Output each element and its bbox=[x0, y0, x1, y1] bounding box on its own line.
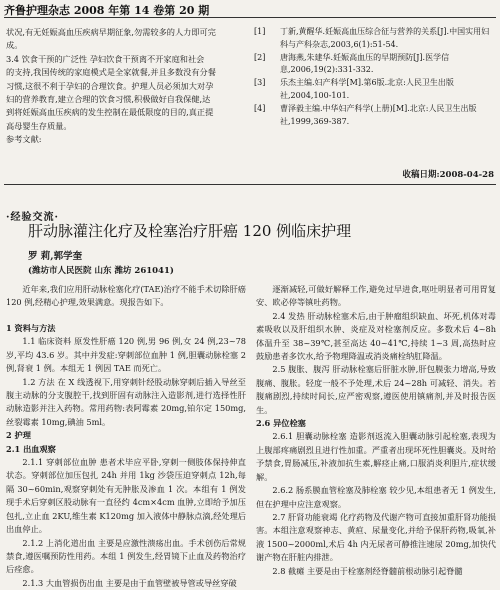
paragraph: 2.8 截瘫 主要是由于栓塞剂经脊髓前根动脉引起脊髓 bbox=[272, 565, 463, 576]
text-line: 状况,有无妊娠高血压疾病早期征象,勿需较多的人力即可完 bbox=[6, 27, 216, 37]
body-left-column bbox=[6, 322, 246, 590]
reference-number: [3] bbox=[254, 78, 266, 88]
reference-item bbox=[254, 103, 494, 129]
reference-item bbox=[254, 77, 494, 103]
subsection-heading: 2.6 异位栓塞 bbox=[256, 418, 306, 429]
text-line: 妇的营养教育,建立合理的饮食习惯,积极做好自我保健,达 bbox=[6, 94, 211, 105]
paragraph: 2.1.1 穿刺部位血肿 患者术毕应平卧,穿刺一侧肢体保持伸直状态。穿刺部位加压包扎 24h 并用 1kg 沙袋压迫穿刺点 12h,每隔 30~60min,观察穿刺处有无肿胀及渗血 1 次。本组有 1 例发现手术后穿刺区股动脉有一直径约 4cm×4cm 血肿,立即给予加压包扎,立止血 2KU,维生素 K120mg 加入液体中静脉点滴,经处理后出血停止。 bbox=[6, 457, 246, 535]
reference-item bbox=[254, 52, 494, 78]
paragraph: 2.1.3 大血管损伤出血 主要是由于血管壁被导管或导丝穿破 bbox=[22, 577, 237, 588]
reference-item bbox=[254, 26, 494, 52]
received-date: 收稿日期:2008-04-28 bbox=[402, 170, 494, 180]
paragraph: 2.4 发热 肝动脉栓塞术后,由于肿瘤组织缺血、坏死,机体对毒素吸收以及肝组织水肿、炎症及对栓塞剂反应。多数术后 4~8h 体温升至 38~39℃,甚至高达 40~41℃,持续 1~3 周,高热时应鼓励患者多饮水,给予物理降温或消炎痛栓纳肛降温。 bbox=[256, 310, 496, 362]
paragraph: 逐渐减轻,可做好解释工作,避免过早进食,呕吐明显者可用胃复安、欧必停等镇吐药物。 bbox=[256, 284, 496, 308]
reference-text: 乐杰主编.妇产科学[M].第6版.北京:人民卫生出版社,2004,100-101. bbox=[280, 78, 454, 100]
section-heading: 2 护理 bbox=[6, 430, 31, 441]
paragraph: 2.6.1 胆囊动脉栓塞 造影剂返流入胆囊动脉引起栓塞,表现为上腹部疼痛剧烈且进行性加重。严重者出现坏死性胆囊炎。及时给予禁食,胃肠减压,补液加抗生素,解痉止痛,口服消炎利胆片,症状缓解。 bbox=[256, 431, 496, 482]
text-line: 习惯,这很不利于孕妇的合理饮食。护理人员必须加大对孕 bbox=[6, 80, 214, 91]
subsection-heading: 2.1 出血观察 bbox=[6, 443, 56, 454]
reference-number: [1] bbox=[254, 27, 266, 36]
text-line: 的支持,我国传统的家庭模式是全家就餐,并且多数没有分餐 bbox=[6, 67, 216, 78]
references-list bbox=[254, 26, 494, 128]
section-heading: 1 资料与方法 bbox=[6, 323, 56, 333]
abstract: 近年来,我们应用肝动脉栓塞化疗(TAE)治疗不能手术切除肝癌 120 例,经精心护理,效果满意。现报告如下。 bbox=[6, 284, 246, 308]
paragraph: 1.2 方法 在 X 线透视下,用穿刺针经股动脉穿刺后插入导丝至腹主动脉的分支腹腔干,找到肝固有动脉注入造影剂,进行选择性肝动脉造影并注入药物。常用药物:表阿霉素 20mg,铂尔定 150mg,丝裂霉素 10mg,碘油 5ml。 bbox=[6, 376, 246, 427]
reference-text: 曹泽毅主编.中华妇产科学(上册)[M].北京:人民卫生出版社,1999,369-387. bbox=[280, 103, 477, 126]
paragraph: 1.1 临床资料 原发性肝癌 120 例,男 96 例,女 24 例,23~78 岁,平均 43.6 岁。其中并发症:穿刺部位血肿 1 例,胆囊动脉栓塞 2 例,肾衰 1 例。本组无 1 例因 TAE 而死亡。 bbox=[6, 336, 246, 374]
reference-number: [2] bbox=[254, 52, 266, 62]
text-line: 到将妊娠高血压疾病的发生控制在最低限度的目的,真正提 bbox=[6, 107, 214, 118]
header-rule bbox=[4, 17, 496, 18]
paragraph: 2.1.2 上消化道出血 主要是应激性溃疡出血。手术创伤后常规禁食,遵医嘱预防性用药。本组 1 例发生,经胃镜下止血及药物治疗后痊愈。 bbox=[6, 537, 246, 575]
reference-text: 唐海燕,朱建华.妊娠高血压的早期预防[J].医学信息,2006,19(2):331-332. bbox=[280, 52, 450, 75]
paragraph: 2.6.2 肠系膜血管栓塞及肺栓塞 较少见,本组患者无 1 例发生,但在护理中应注意观察。 bbox=[256, 485, 496, 509]
previous-article-column bbox=[6, 26, 246, 147]
authors: 罗 莉,郭学奎 bbox=[28, 251, 83, 262]
text-line: 参考文献: bbox=[6, 134, 42, 145]
article-separator bbox=[4, 184, 496, 185]
reference-number: [4] bbox=[254, 103, 266, 113]
paragraph: 2.5 腹胀、腹泻 肝动脉栓塞后肝脏水肿,肝包膜张力增高,导致腹痛、腹胀。轻度一般不予处理,术后 24~28h 可减轻、消失。若腹痛剧烈,持续时间长,应严密观察,遵医使用镇痛剂,并及时报告医生。 bbox=[256, 364, 496, 415]
body-right-column bbox=[256, 283, 496, 578]
section-label: ·经验交流· bbox=[6, 212, 59, 223]
text-line: 成。 bbox=[6, 40, 23, 51]
article-title: 肝动脉灌注化疗及栓塞治疗肝癌 120 例临床护理 bbox=[28, 222, 352, 240]
text-line: 高母婴生存质量。 bbox=[6, 120, 72, 131]
journal-header: 齐鲁护理杂志 2008 年第 14 卷第 20 期 bbox=[4, 4, 210, 17]
paragraph: 2.7 肝肾功能衰竭 化疗药物及代谢产物可直接加重肝肾功能损害。本组注意观察神志、黄疸、尿量变化,并给予保肝药物,吸氧,补液 1500~2000ml,术后 4h 内无尿者可静推注速尿 20mg,加快代谢产物在肝脏内排泄。 bbox=[256, 511, 496, 563]
affiliation: (潍坊市人民医院 山东 潍坊 261041) bbox=[28, 266, 174, 276]
text-line: 3.4 饮食干预的广泛性 孕妇饮食干预离不开家庭和社会 bbox=[6, 53, 205, 64]
reference-text: 丁新,黄醒华.妊娠高血压综合征与营养的关系[J].中国实用妇科与产科杂志,2003,6(1):51-54. bbox=[280, 27, 490, 49]
